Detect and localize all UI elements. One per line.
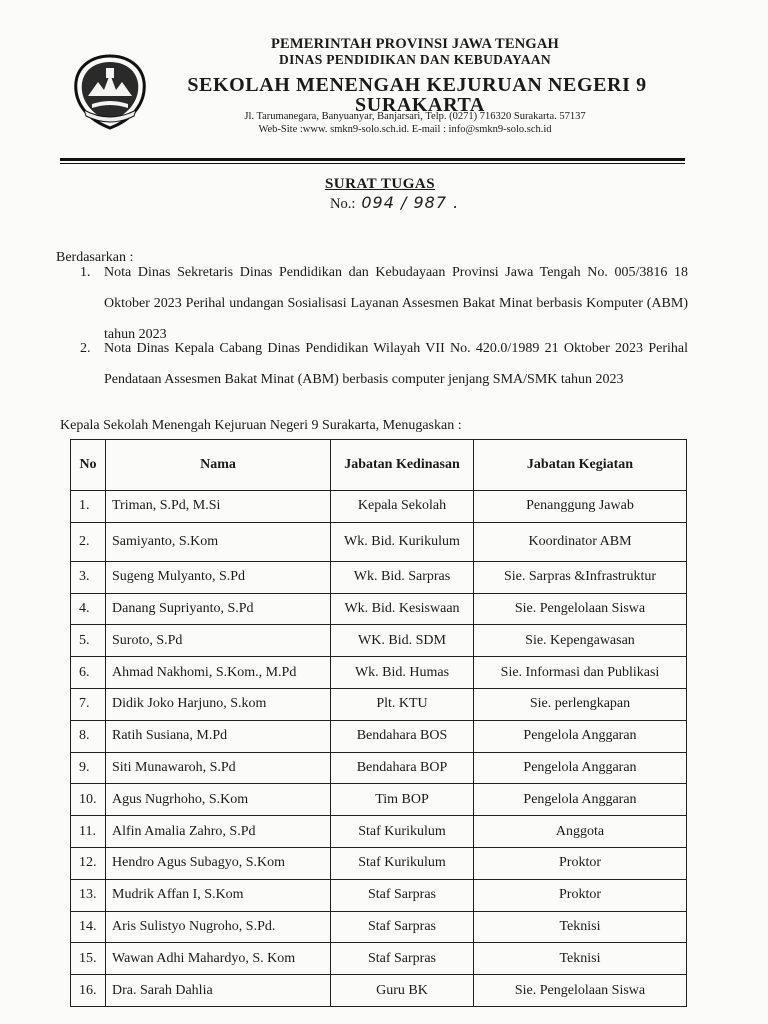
cell-name: Suroto, S.Pd [106, 625, 331, 657]
cell-activity-role: Sie. Kepengawasan [474, 625, 687, 657]
cell-activity-role: Sie. Sarpras &Infrastruktur [474, 561, 687, 593]
column-header-official-position: Jabatan Kedinasan [331, 440, 474, 491]
cell-activity-role: Proktor [474, 847, 687, 879]
cell-activity-role: Pengelola Anggaran [474, 752, 687, 784]
letterhead-divider-thick [60, 158, 685, 161]
reference-number: 1. [80, 265, 91, 280]
cell-no: 8. [71, 720, 106, 752]
table-row [71, 943, 687, 975]
cell-activity-role: Sie. Pengelolaan Siswa [474, 593, 687, 625]
cell-name: Hendro Agus Subagyo, S.Kom [106, 847, 331, 879]
letterhead-divider-thin [60, 163, 685, 164]
cell-activity-role: Koordinator ABM [474, 522, 687, 561]
cell-name: Ahmad Nakhomi, S.Kom., M.Pd [106, 657, 331, 689]
cell-name: Samiyanto, S.Kom [106, 522, 331, 561]
government-name: PEMERINTAH PROVINSI JAWA TENGAH [270, 36, 560, 52]
table-row [71, 847, 687, 879]
table-row [71, 816, 687, 848]
cell-no: 11. [71, 816, 106, 848]
based-on-label: Berdasarkan : [56, 250, 134, 265]
table-row [71, 688, 687, 720]
cell-activity-role: Sie. perlengkapan [474, 688, 687, 720]
table-row [71, 522, 687, 561]
cell-official-position: Plt. KTU [331, 688, 474, 720]
cell-no: 4. [71, 593, 106, 625]
cell-name: Aris Sulistyo Nugroho, S.Pd. [106, 911, 331, 943]
school-name: SEKOLAH MENENGAH KEJURUAN NEGERI 9 [187, 74, 647, 96]
cell-official-position: Wk. Bid. Kesiswaan [331, 593, 474, 625]
table-row [71, 975, 687, 1007]
cell-no: 13. [71, 879, 106, 911]
cell-official-position: Staf Kurikulum [331, 847, 474, 879]
cell-name: Alfin Amalia Zahro, S.Pd [106, 816, 331, 848]
cell-name: Triman, S.Pd, M.Si [106, 491, 331, 523]
reference-text: Nota Dinas Sekretaris Dinas Pendidikan dan Kebudayaan Provinsi Jawa Tengah No. 005/3816 18 Oktober 2023 Perihal undangan Sosialisasi Layanan Assesmen Bakat Minat berbasis Komputer (ABM) tahun 2023 [104, 265, 688, 342]
cell-activity-role: Sie. Informasi dan Publikasi [474, 657, 687, 689]
cell-official-position: Kepala Sekolah [331, 491, 474, 523]
table-row [71, 561, 687, 593]
cell-name: Mudrik Affan I, S.Kom [106, 879, 331, 911]
column-header-activity-role: Jabatan Kegiatan [474, 440, 687, 491]
school-address: Jl. Tarumanegara, Banyuanyar, Banjarsari, Telp. (0271) 716320 Surakarta. 57137 [244, 111, 586, 122]
cell-name: Didik Joko Harjuno, S.kom [106, 688, 331, 720]
cell-no: 15. [71, 943, 106, 975]
cell-official-position: WK. Bid. SDM [331, 625, 474, 657]
letter-number [330, 193, 459, 213]
cell-activity-role: Pengelola Anggaran [474, 784, 687, 816]
cell-no: 7. [71, 688, 106, 720]
cell-official-position: Guru BK [331, 975, 474, 1007]
cell-name: Sugeng Mulyanto, S.Pd [106, 561, 331, 593]
cell-no: 3. [71, 561, 106, 593]
table-row [71, 911, 687, 943]
cell-no: 6. [71, 657, 106, 689]
cell-official-position: Bendahara BOS [331, 720, 474, 752]
cell-official-position: Staf Kurikulum [331, 816, 474, 848]
cell-official-position: Bendahara BOP [331, 752, 474, 784]
cell-name: Danang Supriyanto, S.Pd [106, 593, 331, 625]
cell-name: Dra. Sarah Dahlia [106, 975, 331, 1007]
cell-activity-role: Teknisi [474, 911, 687, 943]
province-emblem-icon [70, 52, 150, 132]
cell-name: Wawan Adhi Mahardyo, S. Kom [106, 943, 331, 975]
letter-title: SURAT TUGAS [324, 176, 436, 192]
cell-no: 2. [71, 522, 106, 561]
table-header-row [71, 440, 687, 491]
column-header-name: Nama [106, 440, 331, 491]
cell-no: 10. [71, 784, 106, 816]
cell-name: Siti Munawaroh, S.Pd [106, 752, 331, 784]
table-row [71, 625, 687, 657]
table-row [71, 879, 687, 911]
column-header-no: No [71, 440, 106, 491]
school-city: SURAKARTA [355, 94, 485, 116]
reference-text: Nota Dinas Kepala Cabang Dinas Pendidikan Wilayah VII No. 420.0/1989 21 Oktober 2023 Perihal Pendataan Assesmen Bakat Minat (ABM) berbasis computer jenjang SMA/SMK tahun 2023 [104, 341, 688, 387]
cell-no: 9. [71, 752, 106, 784]
cell-no: 1. [71, 491, 106, 523]
cell-activity-role: Pengelola Anggaran [474, 720, 687, 752]
table-row [71, 784, 687, 816]
reference-number: 2. [80, 341, 91, 356]
cell-official-position: Wk. Bid. Kurikulum [331, 522, 474, 561]
cell-activity-role: Penanggung Jawab [474, 491, 687, 523]
table-row [71, 657, 687, 689]
table-row [71, 720, 687, 752]
table-row [71, 491, 687, 523]
cell-no: 16. [71, 975, 106, 1007]
cell-official-position: Staf Sarpras [331, 943, 474, 975]
table-row [71, 593, 687, 625]
department-name: DINAS PENDIDIKAN DAN KEBUDAYAAN [279, 52, 551, 67]
letter-number-label: No.: [330, 196, 356, 212]
assignment-statement: Kepala Sekolah Menengah Kejuruan Negeri 9 Surakarta, Menugaskan : [60, 418, 462, 433]
cell-name: Agus Nugrhoho, S.Kom [106, 784, 331, 816]
assignment-table [70, 439, 687, 1007]
cell-no: 14. [71, 911, 106, 943]
cell-official-position: Wk. Bid. Humas [331, 657, 474, 689]
cell-activity-role: Anggota [474, 816, 687, 848]
cell-no: 5. [71, 625, 106, 657]
cell-activity-role: Proktor [474, 879, 687, 911]
cell-official-position: Staf Sarpras [331, 879, 474, 911]
letterhead [0, 0, 768, 170]
cell-official-position: Staf Sarpras [331, 911, 474, 943]
cell-activity-role: Teknisi [474, 943, 687, 975]
letter-number-handwritten: 094 / 987 . [361, 193, 460, 212]
cell-activity-role: Sie. Pengelolaan Siswa [474, 975, 687, 1007]
cell-name: Ratih Susiana, M.Pd [106, 720, 331, 752]
cell-official-position: Wk. Bid. Sarpras [331, 561, 474, 593]
cell-no: 12. [71, 847, 106, 879]
table-row [71, 752, 687, 784]
school-web-email: Web-Site :www. smkn9-solo.sch.id. E-mail : info@smkn9-solo.sch.id [258, 124, 552, 135]
reference-item [80, 333, 690, 428]
cell-official-position: Tim BOP [331, 784, 474, 816]
